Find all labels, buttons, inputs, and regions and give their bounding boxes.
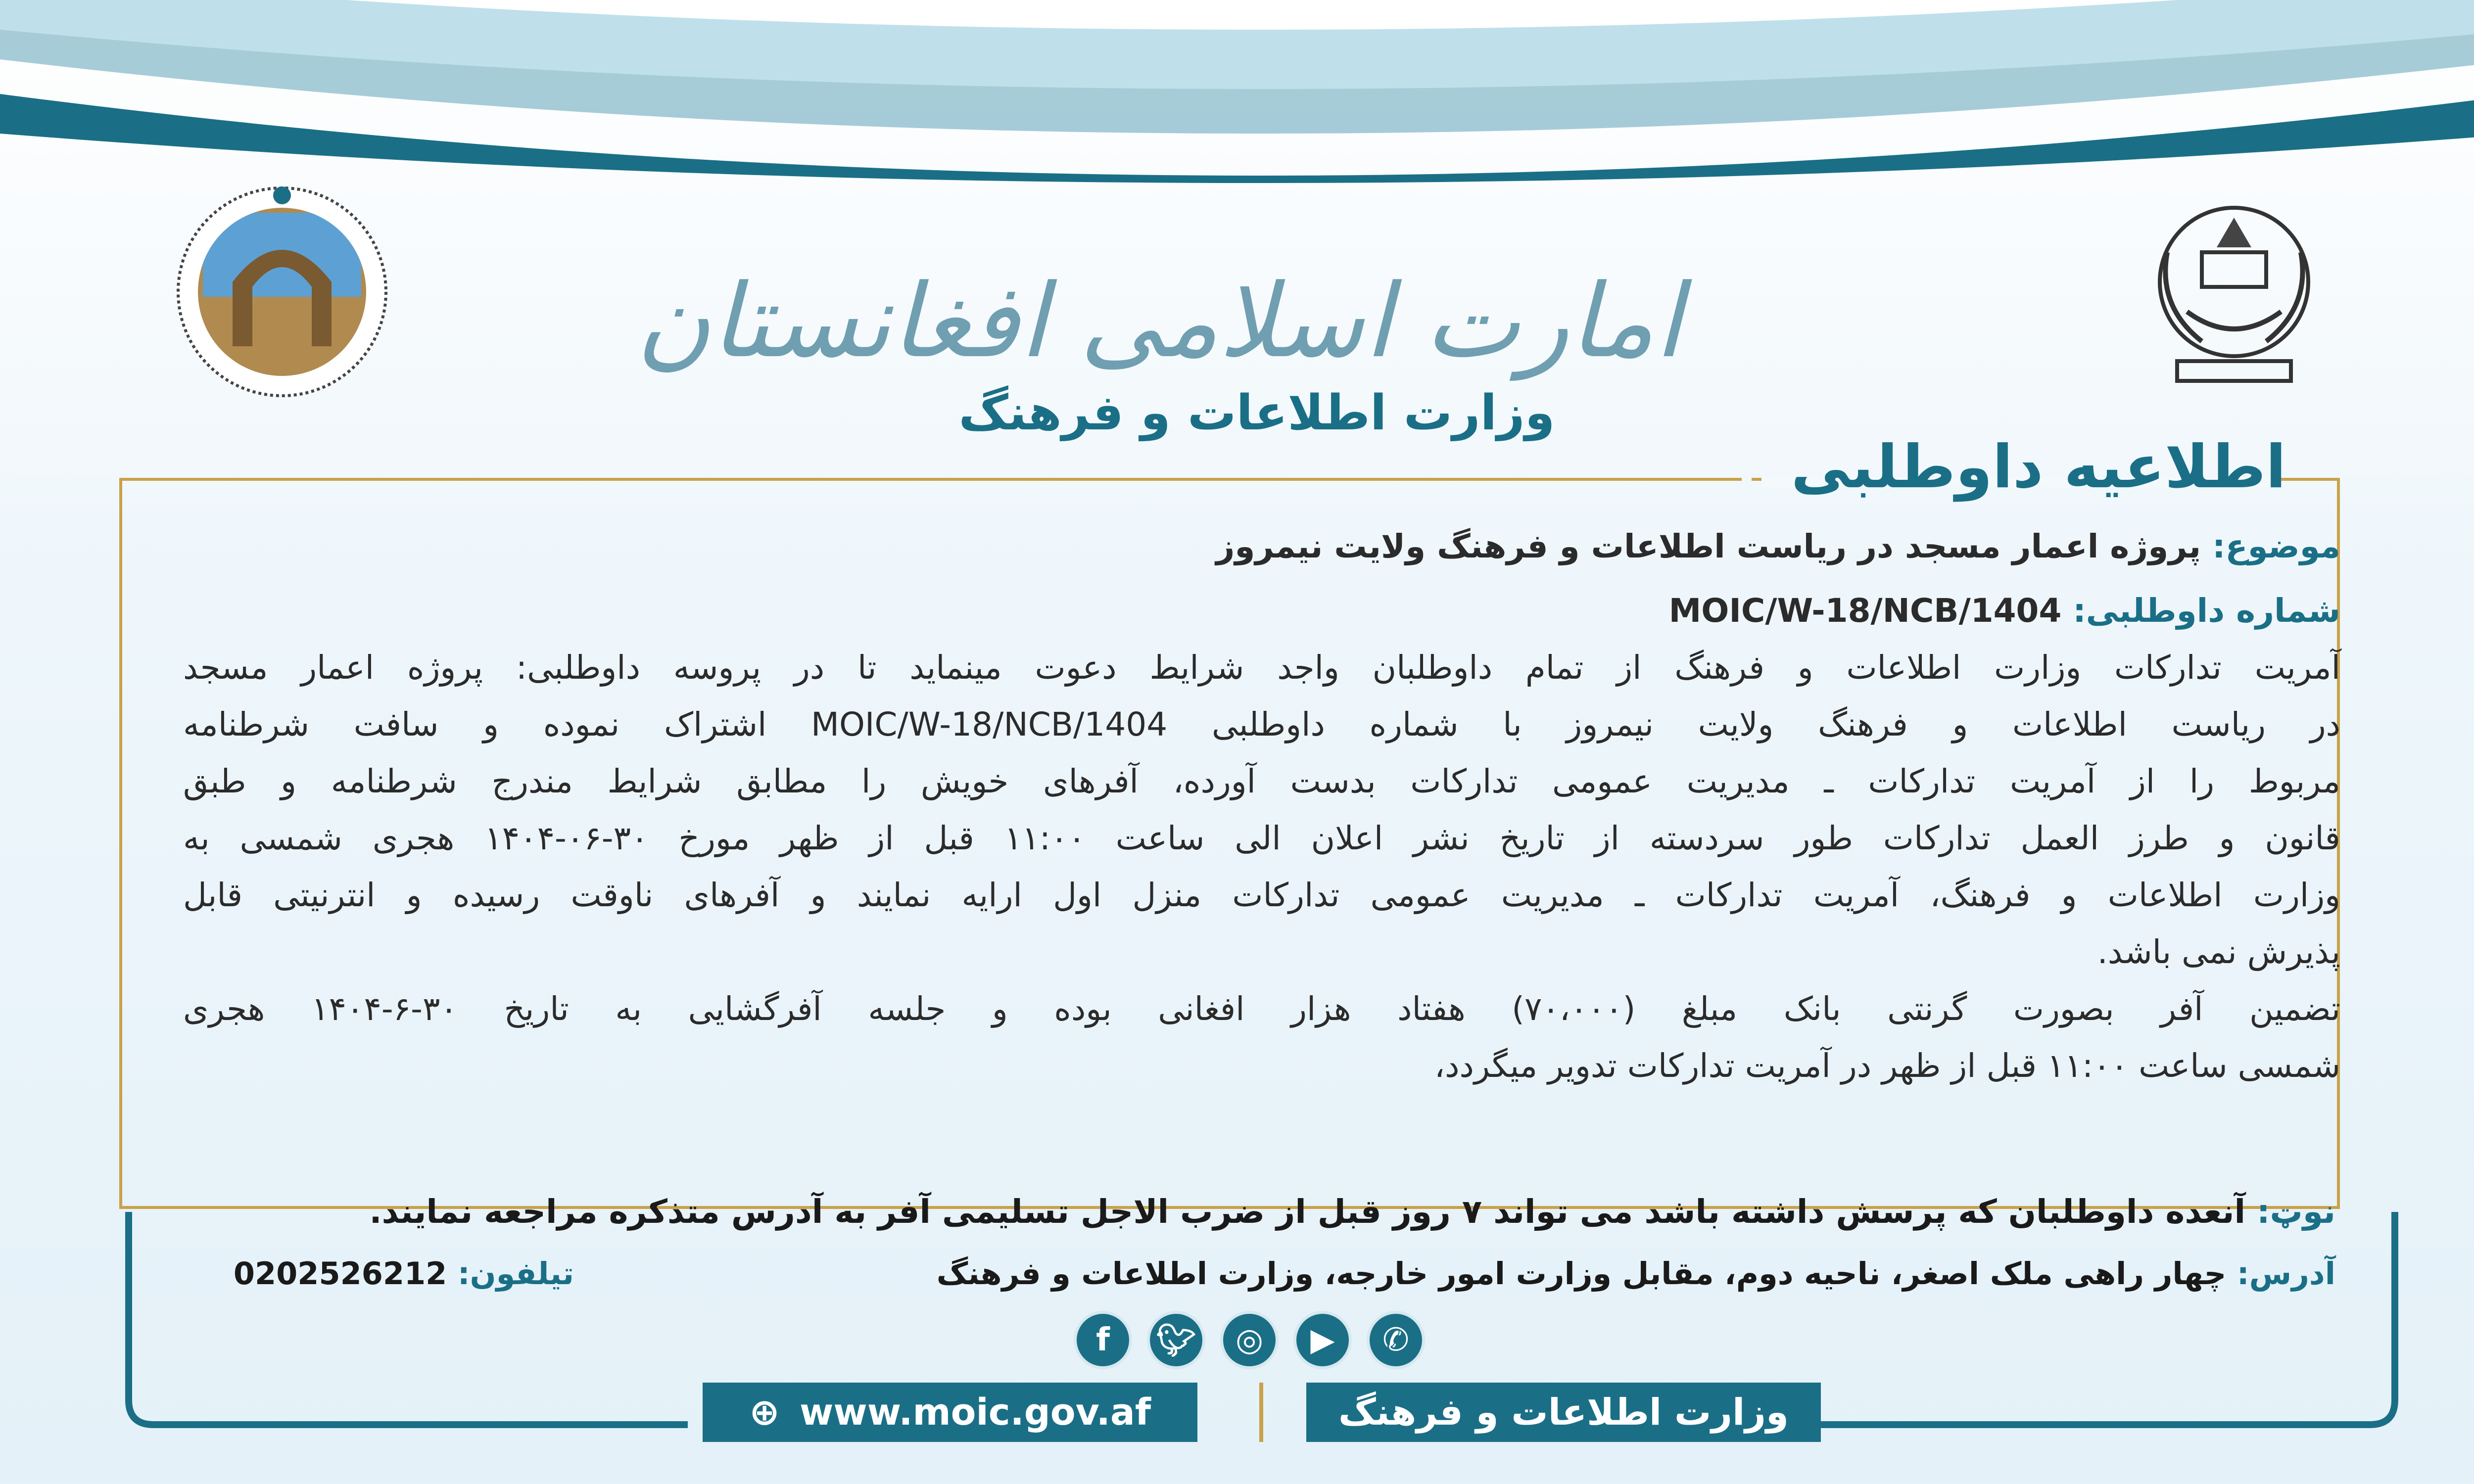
address-label: آدرس:	[2236, 1255, 2335, 1292]
body-line: قانون و طرز العمل تدارکات طور سردسته از تاریخ نشر اعلان الی ساعت ۱۱:۰۰ قبل از ظهر مورخ ۳۰-۰۶-۱۴۰۴ هجری شمسی به	[183, 819, 2340, 857]
twitter-icon[interactable]: 🐦︎	[1147, 1311, 1205, 1369]
notice-subject	[183, 519, 2340, 574]
youtube-icon[interactable]: ▶	[1293, 1311, 1352, 1369]
footer-divider	[1259, 1383, 1263, 1442]
body-line: پذیرش نمی باشد.	[2097, 933, 2340, 971]
body-line: مربوط را از آمریت تدارکات ـ مدیریت عمومی تدارکات بدست آورده، آفرهای خویش را مطابق شرایط مندرج شرطنامه و طبق	[183, 762, 2340, 800]
ministry-seal-icon	[173, 183, 391, 401]
subject-text: پروژه اعمار مسجد در ریاست اطلاعات و فرهنگ ولایت نیمروز	[1216, 527, 2201, 565]
notice-title: اطلاعیه داوطلبی	[1791, 433, 2286, 502]
ministry-name: وزارت اطلاعات و فرهنگ	[958, 385, 1555, 441]
facebook-icon[interactable]: f	[1074, 1311, 1132, 1369]
subject-label: موضوع:	[2212, 527, 2340, 565]
body-line: آمریت تدارکات وزارت اطلاعات و فرهنگ از تمام داوطلبان واجد شرایط دعوت مینماید تا در پروسه داوطلبی: پروژه اعمار مسجد	[183, 649, 2340, 687]
emblem-icon	[2128, 183, 2340, 396]
body-line: تضمین آفر بصورت گرنتی بانک مبلغ (۷۰،۰۰۰) هفتاد هزار افغانی بوده و جلسه آفرگشایی به تاریخ ۳۰-۶-۱۴۰۴ هجری	[183, 990, 2340, 1028]
body-line: شمسی ساعت ۱۱:۰۰ قبل از ظهر در آمریت تدارکات تدویر میگردد،	[1434, 1047, 2340, 1085]
instagram-icon[interactable]: ◎	[1220, 1311, 1279, 1369]
phone-label: تیلفون:	[457, 1255, 574, 1292]
phone-number: 0202526212	[233, 1255, 447, 1292]
reference-number: MOIC/W-18/NCB/1404	[1668, 592, 2062, 630]
body-line: در ریاست اطلاعات و فرهنگ ولایت نیمروز با شماره داوطلبی MOIC/W-18/NCB/1404 اشتراک نموده و سافت شرطنامه	[183, 705, 2340, 743]
note-text: آنعده داوطلبان که پرسش داشته باشد می تواند ۷ روز قبل از ضرب الاجل تسلیمی آفر به آدرس متذکره مراجعه نمایند.	[369, 1193, 2246, 1231]
social-links	[1074, 1311, 1450, 1370]
government-title: امارت اسلامی افغانستان	[636, 263, 1682, 380]
footer-phone	[178, 1247, 574, 1301]
footer-address	[901, 1247, 2335, 1301]
body-line: وزارت اطلاعات و فرهنگ، آمریت تدارکات ـ مدیریت عمومی تدارکات منزل اول ارایه نمایند و آفرهای ناوقت رسیده و انترنیتی قابل	[183, 876, 2340, 914]
website-link[interactable]	[703, 1383, 1197, 1442]
footer-ministry-name: وزارت اطلاعات و فرهنگ	[1306, 1383, 1821, 1442]
note-label: نوټ:	[2257, 1193, 2335, 1231]
footer-note	[208, 1185, 2335, 1239]
reference-label: شماره داوطلبی:	[2073, 592, 2340, 630]
website-url: www.moic.gov.af	[800, 1391, 1151, 1434]
address-text: چهار راهی ملک اصغر، ناحیه دوم، مقابل وزارت امور خارجه، وزارت اطلاعات و فرهنگ	[936, 1255, 2227, 1292]
whatsapp-icon[interactable]: ✆	[1367, 1311, 1425, 1369]
globe-icon: ⊕	[749, 1391, 780, 1434]
notice-reference	[183, 584, 2340, 638]
